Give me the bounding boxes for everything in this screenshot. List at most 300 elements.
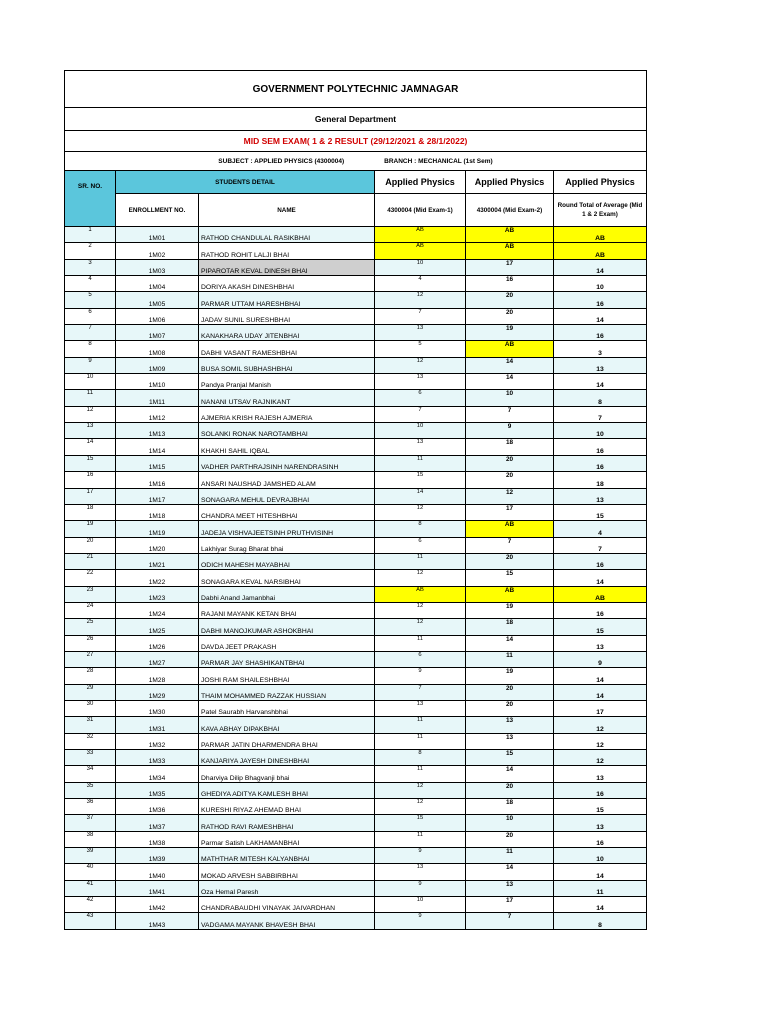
student-name-cell: RATHOD RAVI RAMESHBHAI [199,815,375,831]
table-row [65,357,647,373]
mid1-mark-cell: 8 [375,750,466,766]
sr-no-cell: 18 [65,504,116,520]
sr-no-cell: 25 [65,619,116,635]
table-row [65,325,647,341]
table-row [65,390,647,406]
student-name-cell: ODICH MAHESH MAYABHAI [199,553,375,569]
mid1-mark-cell: 14 [375,488,466,504]
mid1-mark-cell: 7 [375,406,466,422]
table-row [65,602,647,618]
total-mark-cell: 11 [554,880,647,896]
mid1-mark-cell: 9 [375,913,466,929]
table-row [65,259,647,275]
enrollment-cell: 1M16 [116,472,199,488]
enrollment-cell: 1M32 [116,733,199,749]
mid1-mark-cell: 9 [375,848,466,864]
sr-no-cell: 16 [65,472,116,488]
student-name-cell: VADHER PARTHRAJSINH NARENDRASINH [199,455,375,471]
mid2-mark-cell: 14 [466,374,554,390]
total-mark-cell: 17 [554,700,647,716]
total-mark-cell: AB [554,586,647,602]
mid2-mark-cell: 17 [466,259,554,275]
sr-no-header: SR. NO. [65,171,116,227]
sr-no-cell: 8 [65,341,116,357]
mid2-mark-cell: 11 [466,651,554,667]
table-row [65,717,647,733]
student-name-cell: RATHOD ROHIT LALJI BHAI [199,243,375,259]
mid1-mark-cell: AB [375,243,466,259]
sr-no-cell: 22 [65,570,116,586]
sr-no-cell: 1 [65,227,116,243]
total-mark-cell: 14 [554,374,647,390]
enrollment-cell: 1M41 [116,880,199,896]
total-mark-cell: 18 [554,472,647,488]
table-row [65,504,647,520]
student-name-cell: SONAGARA KEVAL NARSIBHAI [199,570,375,586]
total-mark-cell: 16 [554,782,647,798]
total-mark-cell: 14 [554,570,647,586]
table-row [65,848,647,864]
student-name-cell: Pandya Pranjal Manish [199,374,375,390]
student-name-cell: Lakhiyar Surag Bharat bhai [199,537,375,553]
institute-title: GOVERNMENT POLYTECHNIC JAMNAGAR [65,71,647,108]
enrollment-cell: 1M22 [116,570,199,586]
mid2-mark-cell: 18 [466,619,554,635]
total-mark-cell: 13 [554,815,647,831]
enrollment-cell: 1M24 [116,602,199,618]
mid2-mark-cell: 13 [466,880,554,896]
enrollment-cell: 1M12 [116,406,199,422]
enrollment-cell: 1M25 [116,619,199,635]
mid1-mark-cell: 13 [375,700,466,716]
total-mark-cell: 16 [554,455,647,471]
table-row [65,782,647,798]
total-mark-cell: 14 [554,668,647,684]
student-name-cell: VADGAMA MAYANK BHAVESH BHAI [199,913,375,929]
enrollment-cell: 1M42 [116,897,199,913]
student-name-cell: Patel Saurabh Harvanshbhai [199,700,375,716]
sr-no-cell: 34 [65,766,116,782]
student-name-cell: SONAGARA MEHUL DEVRAJBHAI [199,488,375,504]
mid1-mark-cell: 13 [375,374,466,390]
enrollment-cell: 1M33 [116,750,199,766]
student-name-cell: Parmar Satish LAKHAMANBHAI [199,831,375,847]
mid1-mark-cell: 11 [375,455,466,471]
mid1-mark-cell: 13 [375,864,466,880]
mid2-mark-cell: AB [466,521,554,537]
students-detail-header: STUDENTS DETAIL [116,171,375,194]
mid2-mark-cell: 7 [466,913,554,929]
enrollment-cell: 1M27 [116,651,199,667]
mid1-mark-cell: 12 [375,619,466,635]
mid1-mark-cell: 11 [375,766,466,782]
student-name-cell: RATHOD CHANDULAL RASIKBHAI [199,227,375,243]
mid2-mark-cell: 20 [466,553,554,569]
total-mark-cell: 13 [554,635,647,651]
student-name-cell: MATHTHAR MITESH KALYANBHAI [199,848,375,864]
total-mark-cell: 4 [554,521,647,537]
mid2-mark-cell: 15 [466,750,554,766]
table-row [65,227,647,243]
total-mark-cell: 14 [554,684,647,700]
mid1-mark-cell: 6 [375,537,466,553]
table-row [65,913,647,929]
table-row [65,897,647,913]
student-name-cell: BUSA SOMIL SUBHASHBHAI [199,357,375,373]
table-row [65,406,647,422]
subject-header-mid1: Applied Physics [375,171,466,194]
mid1-mark-cell: 15 [375,815,466,831]
exam-title: MID SEM EXAM( 1 & 2 RESULT (29/12/2021 & 28/1/2022) [65,131,647,152]
sr-no-cell: 41 [65,880,116,896]
mid1-mark-cell: 13 [375,325,466,341]
student-name-cell: KANAKHARA UDAY JITENBHAI [199,325,375,341]
student-name-cell: DABHI VASANT RAMESHBHAI [199,341,375,357]
table-row [65,439,647,455]
mid1-mark-cell: 15 [375,472,466,488]
total-mark-cell: 13 [554,488,647,504]
student-name-cell: DORIYA AKASH DINESHBHAI [199,276,375,292]
enrollment-cell: 1M35 [116,782,199,798]
student-name-cell: DAVDA JEET PRAKASH [199,635,375,651]
mid1-mark-cell: 6 [375,390,466,406]
mid2-mark-cell: AB [466,243,554,259]
enrollment-cell: 1M10 [116,374,199,390]
sr-no-cell: 38 [65,831,116,847]
student-name-cell: PARMAR JATIN DHARMENDRA BHAI [199,733,375,749]
table-row [65,684,647,700]
mid2-mark-cell: 12 [466,488,554,504]
sr-no-cell: 21 [65,553,116,569]
mid1-mark-cell: 12 [375,504,466,520]
sr-no-cell: 13 [65,423,116,439]
enrollment-cell: 1M43 [116,913,199,929]
mid2-mark-cell: 19 [466,325,554,341]
table-row [65,537,647,553]
total-mark-cell: 16 [554,292,647,308]
mid1-mark-cell: AB [375,586,466,602]
student-name-cell: Dharviya Dilip Bhagvanji bhai [199,766,375,782]
student-name-cell: CHANDRA MEET HITESHBHAI [199,504,375,520]
total-mark-cell: 15 [554,504,647,520]
table-row [65,635,647,651]
total-mark-cell: 14 [554,897,647,913]
sr-no-cell: 43 [65,913,116,929]
enrollment-cell: 1M13 [116,423,199,439]
mid1-mark-cell: 12 [375,602,466,618]
table-row [65,799,647,815]
total-mark-cell: 16 [554,553,647,569]
sr-no-cell: 9 [65,357,116,373]
enrollment-cell: 1M05 [116,292,199,308]
table-row [65,586,647,602]
sr-no-cell: 30 [65,700,116,716]
table-row [65,700,647,716]
mid2-mark-cell: 10 [466,390,554,406]
enrollment-cell: 1M28 [116,668,199,684]
mid2-mark-cell: 16 [466,276,554,292]
mid1-mark-cell: 8 [375,521,466,537]
total-header: Round Total of Average (Mid 1 & 2 Exam) [554,194,647,227]
mid1-mark-cell: 11 [375,733,466,749]
mid1-mark-cell: 12 [375,570,466,586]
mid1-mark-cell: 11 [375,553,466,569]
mid2-mark-cell: 15 [466,570,554,586]
enrollment-cell: 1M08 [116,341,199,357]
mid2-mark-cell: 14 [466,635,554,651]
student-name-cell: CHANDRABAUDHI VINAYAK JAIVARDHAN [199,897,375,913]
sr-no-cell: 24 [65,602,116,618]
table-row [65,308,647,324]
total-mark-cell: 12 [554,733,647,749]
mid2-mark-cell: 10 [466,815,554,831]
mid2-mark-cell: 7 [466,537,554,553]
enrollment-cell: 1M23 [116,586,199,602]
sr-no-cell: 36 [65,799,116,815]
enrollment-cell: 1M34 [116,766,199,782]
enrollment-cell: 1M06 [116,308,199,324]
student-name-cell: AJMERIA KRISH RAJESH AJMERIA [199,406,375,422]
student-name-cell: THAIM MOHAMMED RAZZAK HUSSIAN [199,684,375,700]
name-header: NAME [199,194,375,227]
student-name-cell: KHAKHI SAHIL IQBAL [199,439,375,455]
mid2-mark-cell: 18 [466,439,554,455]
enrollment-cell: 1M26 [116,635,199,651]
mid2-mark-cell: 20 [466,308,554,324]
enrollment-header: ENROLLMENT NO. [116,194,199,227]
mid1-mark-cell: 12 [375,782,466,798]
total-mark-cell: 10 [554,423,647,439]
enrollment-cell: 1M11 [116,390,199,406]
table-row [65,292,647,308]
total-mark-cell: 14 [554,864,647,880]
mid2-mark-cell: 14 [466,766,554,782]
total-mark-cell: 15 [554,619,647,635]
sr-no-cell: 29 [65,684,116,700]
mid1-mark-cell: 11 [375,831,466,847]
mid2-mark-cell: AB [466,341,554,357]
student-name-cell: KAVA ABHAY DIPAKBHAI [199,717,375,733]
total-mark-cell: 9 [554,651,647,667]
subject-header-mid2: Applied Physics [466,171,554,194]
student-name-cell: PARMAR UTTAM HARESHBHAI [199,292,375,308]
enrollment-cell: 1M04 [116,276,199,292]
sr-no-cell: 23 [65,586,116,602]
enrollment-cell: 1M31 [116,717,199,733]
table-row [65,341,647,357]
total-mark-cell: 16 [554,325,647,341]
sr-no-cell: 11 [65,390,116,406]
student-name-cell: ANSARI NAUSHAD JAMSHED ALAM [199,472,375,488]
enrollment-cell: 1M30 [116,700,199,716]
total-mark-cell: 15 [554,799,647,815]
table-row [65,831,647,847]
table-row [65,815,647,831]
mid1-mark-cell: 6 [375,651,466,667]
mid2-mark-cell: 17 [466,897,554,913]
table-row [65,733,647,749]
mid1-mark-cell: 7 [375,308,466,324]
table-row [65,619,647,635]
mid1-mark-cell: 11 [375,635,466,651]
enrollment-cell: 1M02 [116,243,199,259]
sr-no-cell: 33 [65,750,116,766]
table-row [65,455,647,471]
mid2-mark-cell: 13 [466,733,554,749]
mid2-mark-cell: 20 [466,700,554,716]
mid2-mark-cell: 14 [466,864,554,880]
sr-no-cell: 35 [65,782,116,798]
sr-no-cell: 5 [65,292,116,308]
sr-no-cell: 27 [65,651,116,667]
table-row [65,553,647,569]
table-row [65,374,647,390]
sr-no-cell: 42 [65,897,116,913]
mid2-mark-cell: 7 [466,406,554,422]
total-mark-cell: AB [554,243,647,259]
total-mark-cell: 14 [554,308,647,324]
table-row [65,570,647,586]
sr-no-cell: 6 [65,308,116,324]
student-name-cell: PIPAROTAR KEVAL DINESH BHAI [199,259,375,275]
mid2-mark-cell: 14 [466,357,554,373]
student-name-cell: Dabhi Anand Jamanbhai [199,586,375,602]
mid2-mark-cell: 13 [466,717,554,733]
mid1-mark-cell: 7 [375,684,466,700]
mid1-mark-cell: 10 [375,259,466,275]
table-row [65,472,647,488]
sr-no-cell: 32 [65,733,116,749]
enrollment-cell: 1M09 [116,357,199,373]
enrollment-cell: 1M18 [116,504,199,520]
mid2-mark-cell: 20 [466,831,554,847]
table-row [65,750,647,766]
student-name-cell: MOKAD ARVESH SABBIRBHAI [199,864,375,880]
sr-no-cell: 17 [65,488,116,504]
mid1-mark-cell: 9 [375,880,466,896]
mid1-mark-cell: 12 [375,799,466,815]
sr-no-cell: 20 [65,537,116,553]
mid2-mark-cell: 9 [466,423,554,439]
student-name-cell: GHEDIYA ADITYA KAMLESH BHAI [199,782,375,798]
mid2-mark-cell: AB [466,227,554,243]
mid1-mark-cell: AB [375,227,466,243]
sr-no-cell: 40 [65,864,116,880]
mid2-mark-cell: 20 [466,472,554,488]
student-name-cell: SOLANKI RONAK NAROTAMBHAI [199,423,375,439]
enrollment-cell: 1M01 [116,227,199,243]
total-mark-cell: 10 [554,276,647,292]
total-mark-cell: 10 [554,848,647,864]
enrollment-cell: 1M07 [116,325,199,341]
mid1-header: 4300004 (Mid Exam-1) [375,194,466,227]
mid2-mark-cell: 20 [466,455,554,471]
mid2-mark-cell: AB [466,586,554,602]
sr-no-cell: 3 [65,259,116,275]
student-name-cell: NANANI UTSAV RAJNIKANT [199,390,375,406]
mid1-mark-cell: 11 [375,717,466,733]
mid1-mark-cell: 9 [375,668,466,684]
student-name-cell: RAJANI MAYANK KETAN BHAI [199,602,375,618]
mid2-mark-cell: 19 [466,668,554,684]
total-mark-cell: 8 [554,390,647,406]
mid1-mark-cell: 13 [375,439,466,455]
enrollment-cell: 1M21 [116,553,199,569]
student-name-cell: Oza Hemal Paresh [199,880,375,896]
mid2-header: 4300004 (Mid Exam-2) [466,194,554,227]
mid1-mark-cell: 10 [375,423,466,439]
sr-no-cell: 2 [65,243,116,259]
mid1-mark-cell: 4 [375,276,466,292]
enrollment-cell: 1M20 [116,537,199,553]
enrollment-cell: 1M38 [116,831,199,847]
sr-no-cell: 12 [65,406,116,422]
mid1-mark-cell: 12 [375,292,466,308]
sr-no-cell: 28 [65,668,116,684]
mid2-mark-cell: 20 [466,292,554,308]
student-name-cell: JADAV SUNIL SURESHBHAI [199,308,375,324]
mid2-mark-cell: 18 [466,799,554,815]
mid1-mark-cell: 12 [375,357,466,373]
table-row [65,880,647,896]
enrollment-cell: 1M40 [116,864,199,880]
mid1-mark-cell: 5 [375,341,466,357]
total-mark-cell: 3 [554,341,647,357]
department-title: General Department [65,108,647,131]
mid1-mark-cell: 10 [375,897,466,913]
enrollment-cell: 1M19 [116,521,199,537]
sr-no-cell: 14 [65,439,116,455]
total-mark-cell: 14 [554,259,647,275]
total-mark-cell: 16 [554,831,647,847]
student-name-cell: PARMAR JAY SHASHIKANTBHAI [199,651,375,667]
table-row [65,521,647,537]
sr-no-cell: 15 [65,455,116,471]
subject-branch-line [65,152,647,171]
sr-no-cell: 19 [65,521,116,537]
enrollment-cell: 1M15 [116,455,199,471]
enrollment-cell: 1M36 [116,799,199,815]
table-row [65,243,647,259]
table-row [65,488,647,504]
enrollment-cell: 1M03 [116,259,199,275]
total-mark-cell: 13 [554,766,647,782]
sr-no-cell: 26 [65,635,116,651]
table-row [65,651,647,667]
table-row [65,864,647,880]
subject-label: SUBJECT : APPLIED PHYSICS (4300004) [218,157,345,165]
enrollment-cell: 1M29 [116,684,199,700]
enrollment-cell: 1M17 [116,488,199,504]
total-mark-cell: 8 [554,913,647,929]
table-row [65,423,647,439]
total-mark-cell: 7 [554,406,647,422]
sr-no-cell: 7 [65,325,116,341]
total-mark-cell: 16 [554,439,647,455]
table-row [65,668,647,684]
total-mark-cell: 13 [554,357,647,373]
total-mark-cell: 7 [554,537,647,553]
total-mark-cell: 12 [554,750,647,766]
sr-no-cell: 4 [65,276,116,292]
table-row [65,766,647,782]
subject-header-total: Applied Physics [554,171,647,194]
result-table [64,70,647,930]
student-name-cell: KURESHI RIYAZ AHEMAD BHAI [199,799,375,815]
student-name-cell: KANJARIYA JAYESH DINESHBHAI [199,750,375,766]
enrollment-cell: 1M14 [116,439,199,455]
total-mark-cell: 12 [554,717,647,733]
